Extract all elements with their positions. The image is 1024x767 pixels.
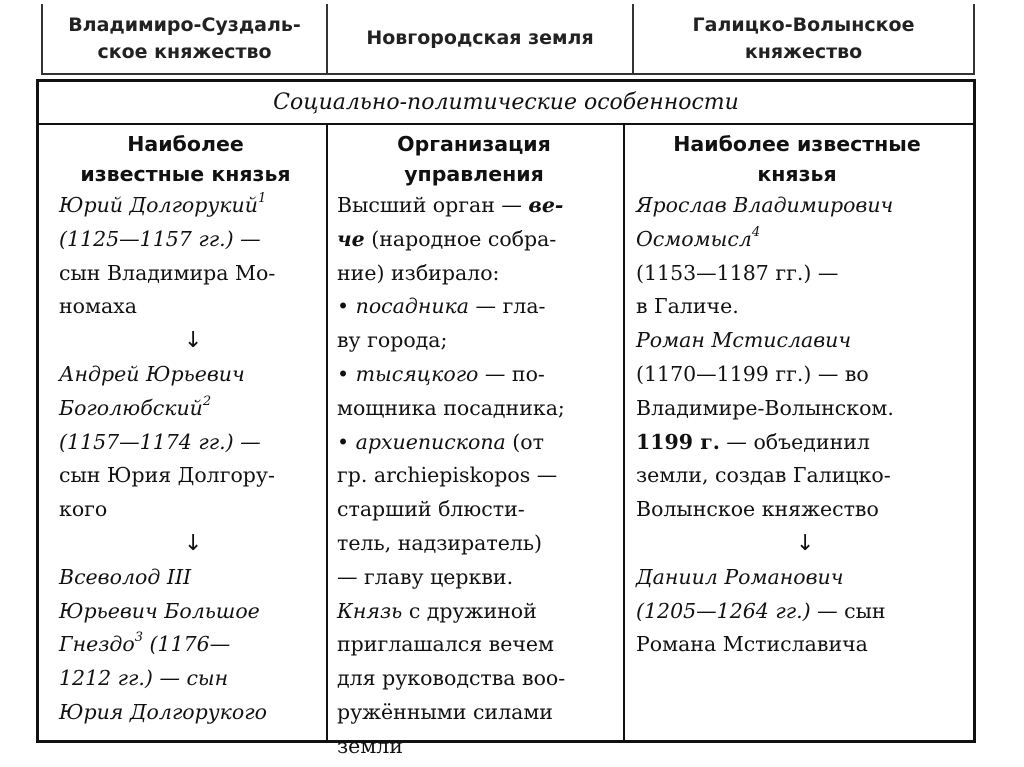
header-line: Новгородская земля [366,27,594,49]
column-novgorod [326,125,623,758]
text-line: че (народное собра- [337,226,557,251]
prince-name: Даниил Романович [636,564,844,589]
column-heading: Наиболее известные [673,132,921,156]
header-galicia-volhynia [632,4,973,73]
text-line: сын Владимира Мо- [59,260,276,285]
header-line: Галицко-Волынское [692,13,915,36]
text-line: для руководства воо- [337,666,566,691]
header-novgorod [326,4,632,73]
text-line: в Галиче. [636,294,739,319]
column-vladimir-suzdal [39,125,326,740]
down-arrow-icon: ↓ [184,328,203,354]
header-line: Владимиро-Суздаль- [68,13,301,36]
text-line: тель, надзиратель) [337,530,543,555]
text-line: кого [59,497,108,522]
text-line: (1125—1157 гг.) — [59,226,261,251]
text-line: мощника посадника; [337,395,565,420]
column-heading: князья [757,162,837,186]
text-line: (1157—1174 гг.) — [59,429,261,454]
header-vladimir-suzdal [43,4,326,73]
text-line: сын Юрия Долгору- [59,463,275,488]
column-heading: Организация [397,132,551,156]
text-line: старший блюсти- [337,497,525,522]
column-heading: Наиболее [127,132,244,156]
list-item: • тысяцкого — по- [337,361,545,386]
column-galicia-volhynia [623,125,976,740]
prince-name: Осмомысл$^4$ [636,224,761,251]
text-line: (1205—1264 гг.) — сын [636,598,886,623]
down-arrow-icon: ↓ [184,530,203,556]
top-header-row [41,4,975,75]
footnote-mark: 4 [751,224,761,240]
list-item: • архиепископа (от [337,429,544,454]
text-line: ние) избирало: [337,260,500,285]
footnote-mark: 3 [134,630,144,646]
text-line: ружёнными силами [337,699,553,724]
text-line: ву города; [337,328,448,353]
prince-name: Ярослав Владимирович [636,193,894,217]
prince-name: Юрьевич Большое [59,598,260,623]
text-line: земли [337,733,403,758]
header-line: ское княжество [97,40,272,63]
footnote-mark: 2 [202,393,212,409]
text-line: 1212 гг.) — сын [59,666,229,691]
prince-name: Юрий Долгорукий$^1$ [59,191,267,217]
column-heading: управления [404,162,544,186]
prince-name: Роман Мстиславич [636,328,852,353]
text-line: земли, создав Галицко- [636,463,891,488]
text-line: Волынское княжество [636,497,879,522]
features-table [36,79,976,758]
text-line: Юрия Долгорукого [59,699,267,724]
text-line: номаха [59,294,137,319]
down-arrow-icon: ↓ [796,530,815,556]
text-line: — главу церкви. [337,564,514,589]
text-line: приглашался вечем [337,632,554,657]
text-line: Романа Мстиславича [636,632,868,657]
footnote-mark: 1 [257,191,267,206]
text-line: Высший орган — ве- [337,193,564,217]
text-line: Князь с дружиной [337,598,537,623]
text-line: Гнездо$^3$ (1176— [59,630,231,657]
text-line: (1170—1199 гг.) — во [636,361,869,386]
text-line: Владимире-Волынском. [636,395,894,420]
text-line: 1199 г. — объединил [636,429,870,454]
column-heading: известные князья [80,162,291,186]
table-caption: Социально-политические особенности [39,82,973,125]
list-item: • посадника — гла- [337,294,546,319]
prince-name: Андрей Юрьевич [59,361,245,386]
header-line: княжество [744,40,863,63]
prince-name: Боголюбский$^2$ [59,393,212,420]
text-line: (1153—1187 гг.) — [636,260,839,285]
prince-name: Всеволод III [59,564,192,589]
text-line: гр. archiepiskopos — [337,463,558,488]
